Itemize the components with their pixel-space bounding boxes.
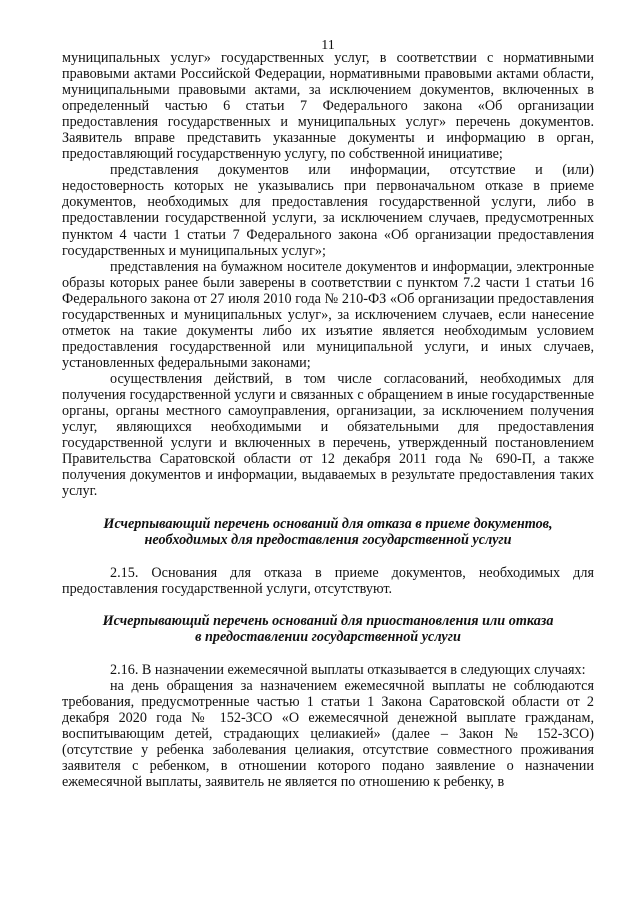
paragraph-2-16: 2.16. В назначении ежемесячной выплаты отказывается в следующих случаях:: [110, 661, 586, 678]
paragraph: представления документов или информации, отсутствие и (или) недостоверность которых не указывались при первоначальном отказе в приеме документов, необходимых для предоставления государственной услуги, либо в предоставлении государственной услуги, за исключением случаев, предусмотренных пунктом 4 части 1 статьи 7 Федерального закона «Об организации предоставления государственных и муниципальных услуг»;: [62, 162, 594, 259]
paragraph: на день обращения за назначением ежемесячной выплаты не соблюдаются требования, предусмотренные частью 1 статьи 1 Закона Саратовской области от 2 декабря 2020 года № 152-ЗСО «О ежемесячной денежной выплате гражданам, воспитывающим детей, страдающих целиакией» (далее – Закон № 152-ЗСО) (отсутствие у ребенка заболевания целиакия, отсутствие совместного проживания заявителя с ребенком, в отношении которого подано заявление о назначении ежемесячной выплаты, заявитель не является по отношению к ребенку, в: [62, 677, 594, 790]
spacer: [62, 645, 594, 662]
spacer: [62, 548, 594, 565]
spacer: [62, 598, 594, 613]
section-heading: [62, 516, 594, 548]
heading-line: в предоставлении государственной услуги: [195, 628, 461, 645]
document-body: [62, 50, 594, 790]
spacer: [62, 499, 594, 516]
paragraph: осуществления действий, в том числе согласований, необходимых для получения государственной услуги и связанных с обращением в иные государственные органы, органы местного самоуправления, организации, за исключением получения услуг, являющихся необходимыми и обязательными для предоставления государственной услуги и включенных в перечень, утвержденный постановлением Правительства Саратовской области от 12 декабря 2011 года № 690-П, а также получения документов и информации, выдаваемых в результате предоставления таких услуг.: [62, 370, 594, 500]
heading-line: Исчерпывающий перечень оснований для приостановления или отказа: [102, 612, 554, 629]
paragraph: муниципальных услуг» государственных услуг, в соответствии с нормативными правовыми актами Российской Федерации, нормативными правовыми актами области, муниципальными правовыми актами, за исключением документов, включенных в определенный частью 6 статьи 7 Федерального закона «Об организации предоставления государственных и муниципальных услуг» перечень документов. Заявитель вправе представить указанные документы и информацию в орган, предоставляющий государственную услугу, по собственной инициативе;: [62, 50, 594, 163]
heading-line: Исчерпывающий перечень оснований для отказа в приеме документов,: [103, 516, 553, 533]
section-heading: [62, 613, 594, 645]
paragraph-2-15: 2.15. Основания для отказа в приеме документов, необходимых для предоставления государственной услуги, отсутствуют.: [62, 565, 594, 598]
page-number: 11: [321, 38, 335, 53]
paragraph: представления на бумажном носителе документов и информации, электронные образы которых ранее были заверены в соответствии с пунктом 7.2 части 1 статьи 16 Федерального закона от 27 июля 2010 года № 210-ФЗ «Об организации предоставления государственных и муниципальных услуг», за исключением случаев, если нанесение отметок на такие документы либо их изъятие является необходимым условием предоставления государственной или муниципальной услуги, и иных случаев, установленных федеральными законами;: [62, 258, 594, 371]
heading-line: необходимых для предоставления государственной услуги: [144, 532, 512, 549]
